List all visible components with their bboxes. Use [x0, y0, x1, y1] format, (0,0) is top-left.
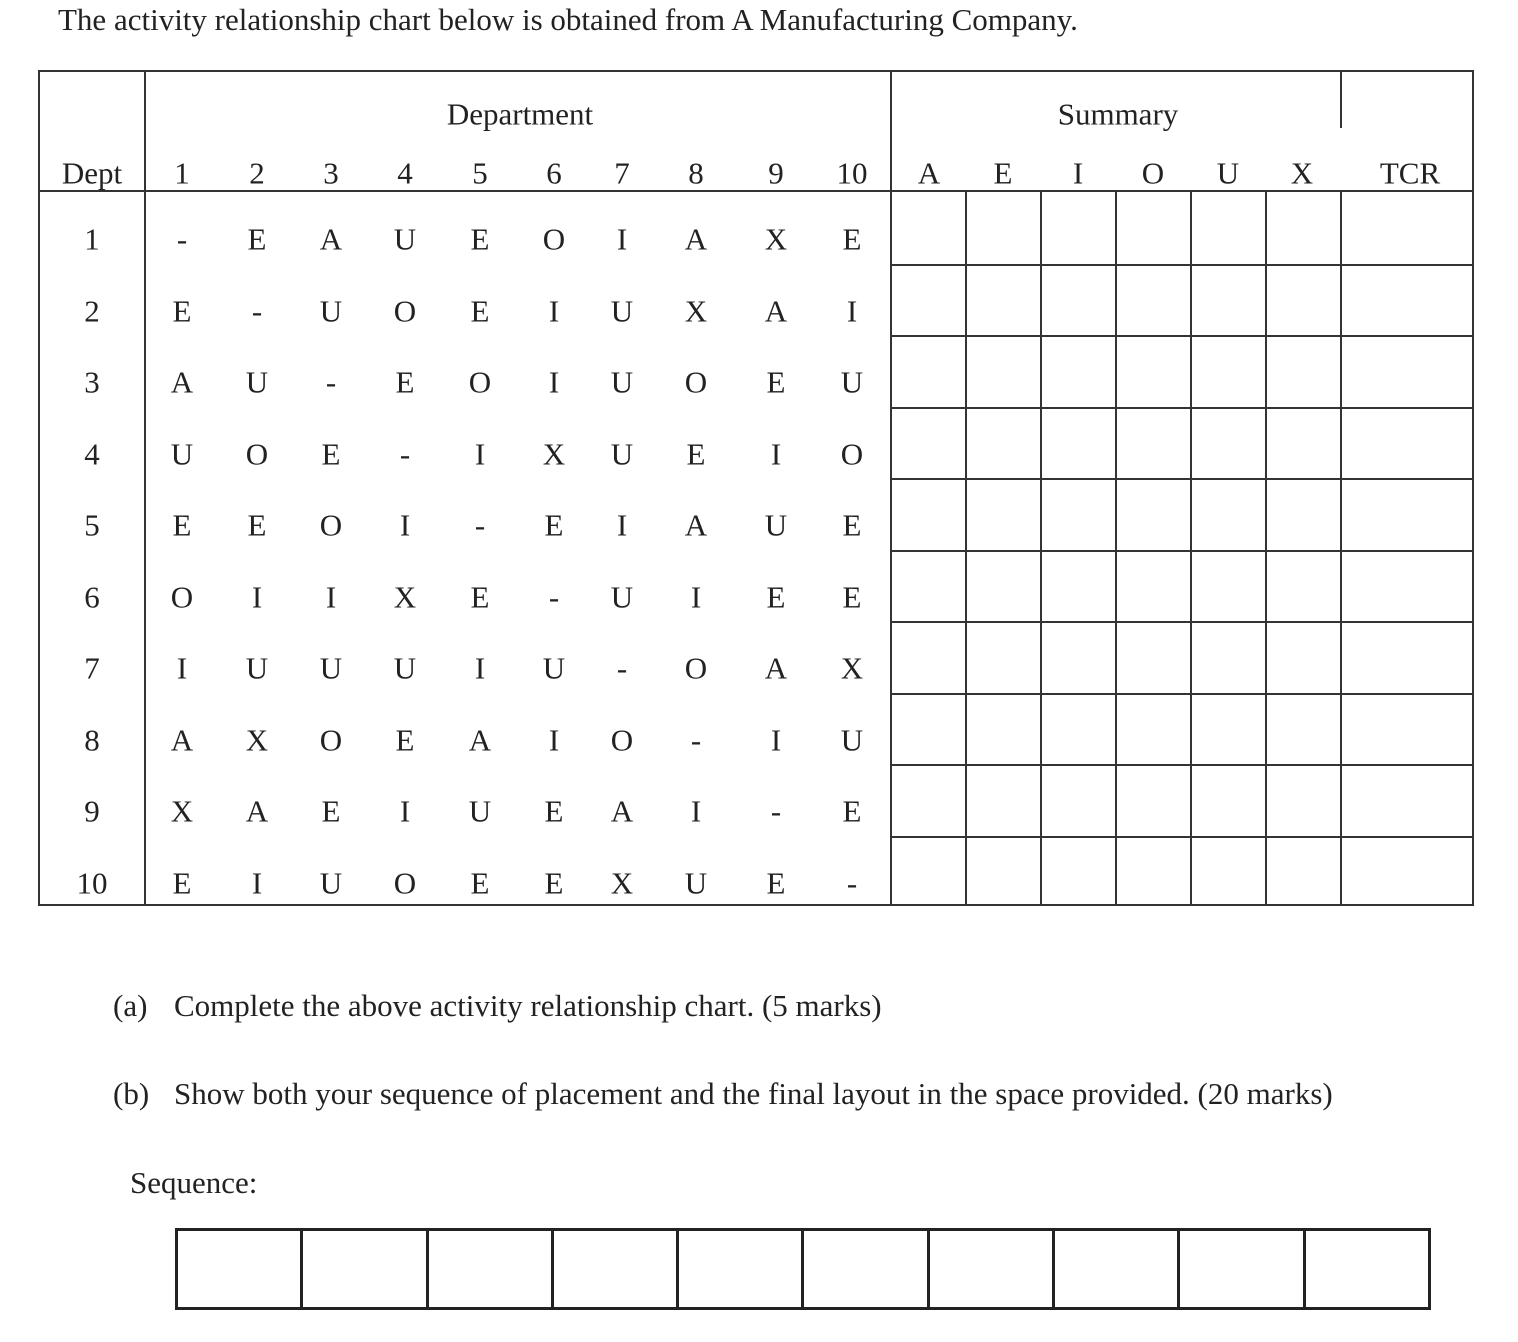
relationship-cell: E [842, 221, 862, 257]
divider [144, 72, 146, 904]
relationship-cell: E [766, 579, 786, 614]
row-dept-number: 8 [84, 722, 100, 757]
relationship-cell: E [544, 793, 564, 829]
relationship-cell: E [470, 293, 490, 328]
question-b-text: Show both your sequence of placement and the final layout in the space provided. (20 marks) [174, 1076, 1333, 1111]
relationship-cell: E [470, 221, 490, 257]
question-a-label: (a) [113, 988, 148, 1023]
summary-column-header: U [1216, 155, 1240, 191]
relationship-cell: E [544, 865, 564, 900]
dept-column-header: 9 [768, 155, 784, 191]
sequence-box[interactable] [554, 1231, 679, 1307]
relationship-cell: U [764, 507, 788, 543]
sequence-box[interactable] [930, 1231, 1055, 1307]
relationship-cell: - [176, 221, 188, 257]
divider [1040, 192, 1042, 904]
relationship-cell: X [245, 722, 269, 757]
relationship-cell: I [616, 507, 628, 543]
relationship-cell: A [764, 293, 788, 328]
relationship-cell: X [393, 579, 417, 614]
relationship-cell: U [170, 436, 194, 471]
relationship-cell: O [319, 722, 343, 757]
relationship-cell: - [474, 507, 486, 543]
relationship-cell: X [764, 221, 788, 257]
relationship-cell: - [399, 436, 411, 471]
relationship-cell: U [393, 221, 417, 257]
dept-column-header: 6 [546, 155, 562, 191]
divider [1340, 72, 1342, 128]
relationship-cell: - [690, 722, 702, 757]
relationship-cell: U [684, 865, 708, 900]
relationship-cell: I [846, 293, 858, 328]
summary-column-header: I [1072, 155, 1084, 191]
divider [890, 764, 1472, 766]
relationship-cell: E [842, 507, 862, 543]
relationship-cell: U [319, 293, 343, 328]
relationship-cell: U [610, 579, 634, 614]
relationship-cell: O [245, 436, 269, 471]
divider [1340, 192, 1342, 904]
relationship-cell: I [474, 650, 486, 686]
relationship-cell: U [319, 865, 343, 900]
dept-column-header: 4 [397, 155, 413, 191]
relationship-cell: U [840, 722, 864, 757]
sequence-box[interactable] [679, 1231, 804, 1307]
divider [1115, 192, 1117, 904]
relationship-cell: E [842, 579, 862, 614]
dept-column-header: 3 [323, 155, 339, 191]
sequence-box[interactable] [1055, 1231, 1180, 1307]
row-dept-number: 3 [84, 364, 100, 400]
dept-column-header: 8 [688, 155, 704, 191]
question-b-label: (b) [113, 1076, 150, 1111]
row-dept-number: 2 [84, 293, 100, 328]
sequence-box[interactable] [1306, 1231, 1428, 1307]
relationship-cell: I [474, 436, 486, 471]
sequence-box[interactable] [303, 1231, 428, 1307]
relationship-cell: U [610, 364, 634, 400]
relationship-cell: I [690, 579, 702, 614]
divider [890, 621, 1472, 623]
row-dept-number: 1 [84, 221, 100, 257]
relationship-cell: O [542, 221, 566, 257]
relationship-cell: I [176, 650, 188, 686]
divider [890, 335, 1472, 337]
relationship-cell: X [684, 293, 708, 328]
relationship-cell: E [321, 793, 341, 829]
relationship-cell: E [247, 507, 267, 543]
relationship-cell: A [684, 221, 708, 257]
sequence-box[interactable] [178, 1231, 303, 1307]
divider [1265, 192, 1267, 904]
relationship-cell: A [764, 650, 788, 686]
relationship-cell: E [686, 436, 706, 471]
relationship-cell: O [319, 507, 343, 543]
relationship-cell: U [610, 436, 634, 471]
activity-relationship-chart [38, 70, 1474, 906]
sequence-box[interactable] [1180, 1231, 1305, 1307]
dept-column-header: 1 [174, 155, 190, 191]
relationship-cell: E [766, 865, 786, 900]
divider [965, 192, 967, 904]
relationship-cell: A [170, 722, 194, 757]
relationship-cell: U [468, 793, 492, 829]
dept-column-header: 7 [614, 155, 630, 191]
summary-column-header: E [993, 155, 1013, 191]
relationship-cell: - [770, 793, 782, 829]
relationship-cell: E [544, 507, 564, 543]
relationship-cell: U [542, 650, 566, 686]
relationship-cell: A [319, 221, 343, 257]
relationship-cell: X [542, 436, 566, 471]
relationship-cell: - [251, 293, 263, 328]
summary-column-header: A [917, 155, 941, 191]
row-dept-number: 7 [84, 650, 100, 686]
row-dept-number: 5 [84, 507, 100, 543]
relationship-cell: A [170, 364, 194, 400]
relationship-cell: O [610, 722, 634, 757]
intro-text: The activity relationship chart below is obtained from A Manufacturing Company. [58, 2, 1078, 37]
dept-column-header: 5 [472, 155, 488, 191]
relationship-cell: O [684, 364, 708, 400]
relationship-cell: I [770, 722, 782, 757]
summary-header: Summary [1057, 96, 1179, 132]
tcr-header: TCR [1379, 155, 1441, 191]
dept-label: Dept [61, 155, 123, 191]
relationship-cell: E [395, 364, 415, 400]
relationship-cell: E [172, 507, 192, 543]
relationship-cell: U [245, 650, 269, 686]
relationship-cell: U [610, 293, 634, 328]
relationship-cell: - [616, 650, 628, 686]
summary-column-header: O [1141, 155, 1165, 191]
relationship-cell: X [610, 865, 634, 900]
relationship-cell: U [245, 364, 269, 400]
summary-column-header: X [1290, 155, 1314, 191]
divider [890, 836, 1472, 838]
relationship-cell: - [325, 364, 337, 400]
relationship-cell: U [319, 650, 343, 686]
relationship-cell: E [172, 293, 192, 328]
relationship-cell: O [684, 650, 708, 686]
relationship-cell: O [170, 579, 194, 614]
relationship-cell: E [766, 364, 786, 400]
relationship-cell: E [395, 722, 415, 757]
divider [890, 693, 1472, 695]
relationship-cell: I [548, 722, 560, 757]
divider [890, 550, 1472, 552]
divider [890, 264, 1472, 266]
sequence-boxes [175, 1228, 1431, 1310]
sequence-box[interactable] [429, 1231, 554, 1307]
sequence-label: Sequence: [130, 1165, 258, 1200]
relationship-cell: U [840, 364, 864, 400]
relationship-cell: O [468, 364, 492, 400]
row-dept-number: 6 [84, 579, 100, 614]
relationship-cell: I [690, 793, 702, 829]
relationship-cell: O [393, 293, 417, 328]
relationship-cell: E [470, 579, 490, 614]
relationship-cell: A [245, 793, 269, 829]
relationship-cell: O [393, 865, 417, 900]
divider [890, 407, 1472, 409]
relationship-cell: E [470, 865, 490, 900]
row-dept-number: 9 [84, 793, 100, 829]
relationship-cell: I [616, 221, 628, 257]
divider [1190, 192, 1192, 904]
sequence-box[interactable] [804, 1231, 929, 1307]
relationship-cell: I [325, 579, 337, 614]
relationship-cell: - [846, 865, 858, 900]
dept-column-header: 2 [249, 155, 265, 191]
relationship-cell: E [172, 865, 192, 900]
row-dept-number: 10 [76, 865, 108, 900]
relationship-cell: O [840, 436, 864, 471]
question-a-text: Complete the above activity relationship chart. (5 marks) [174, 988, 882, 1023]
relationship-cell: I [548, 364, 560, 400]
dept-column-header: 10 [836, 155, 868, 191]
relationship-cell: A [610, 793, 634, 829]
row-dept-number: 4 [84, 436, 100, 471]
relationship-cell: E [842, 793, 862, 829]
relationship-cell: X [170, 793, 194, 829]
relationship-cell: E [247, 221, 267, 257]
relationship-cell: I [399, 793, 411, 829]
relationship-cell: X [840, 650, 864, 686]
relationship-cell: U [393, 650, 417, 686]
relationship-cell: A [468, 722, 492, 757]
relationship-cell: I [251, 865, 263, 900]
department-header: Department [446, 96, 594, 132]
divider [890, 478, 1472, 480]
relationship-cell: A [684, 507, 708, 543]
divider [890, 72, 892, 904]
relationship-cell: - [548, 579, 560, 614]
relationship-cell: E [321, 436, 341, 471]
relationship-cell: I [251, 579, 263, 614]
relationship-cell: I [548, 293, 560, 328]
relationship-cell: I [770, 436, 782, 471]
relationship-cell: I [399, 507, 411, 543]
